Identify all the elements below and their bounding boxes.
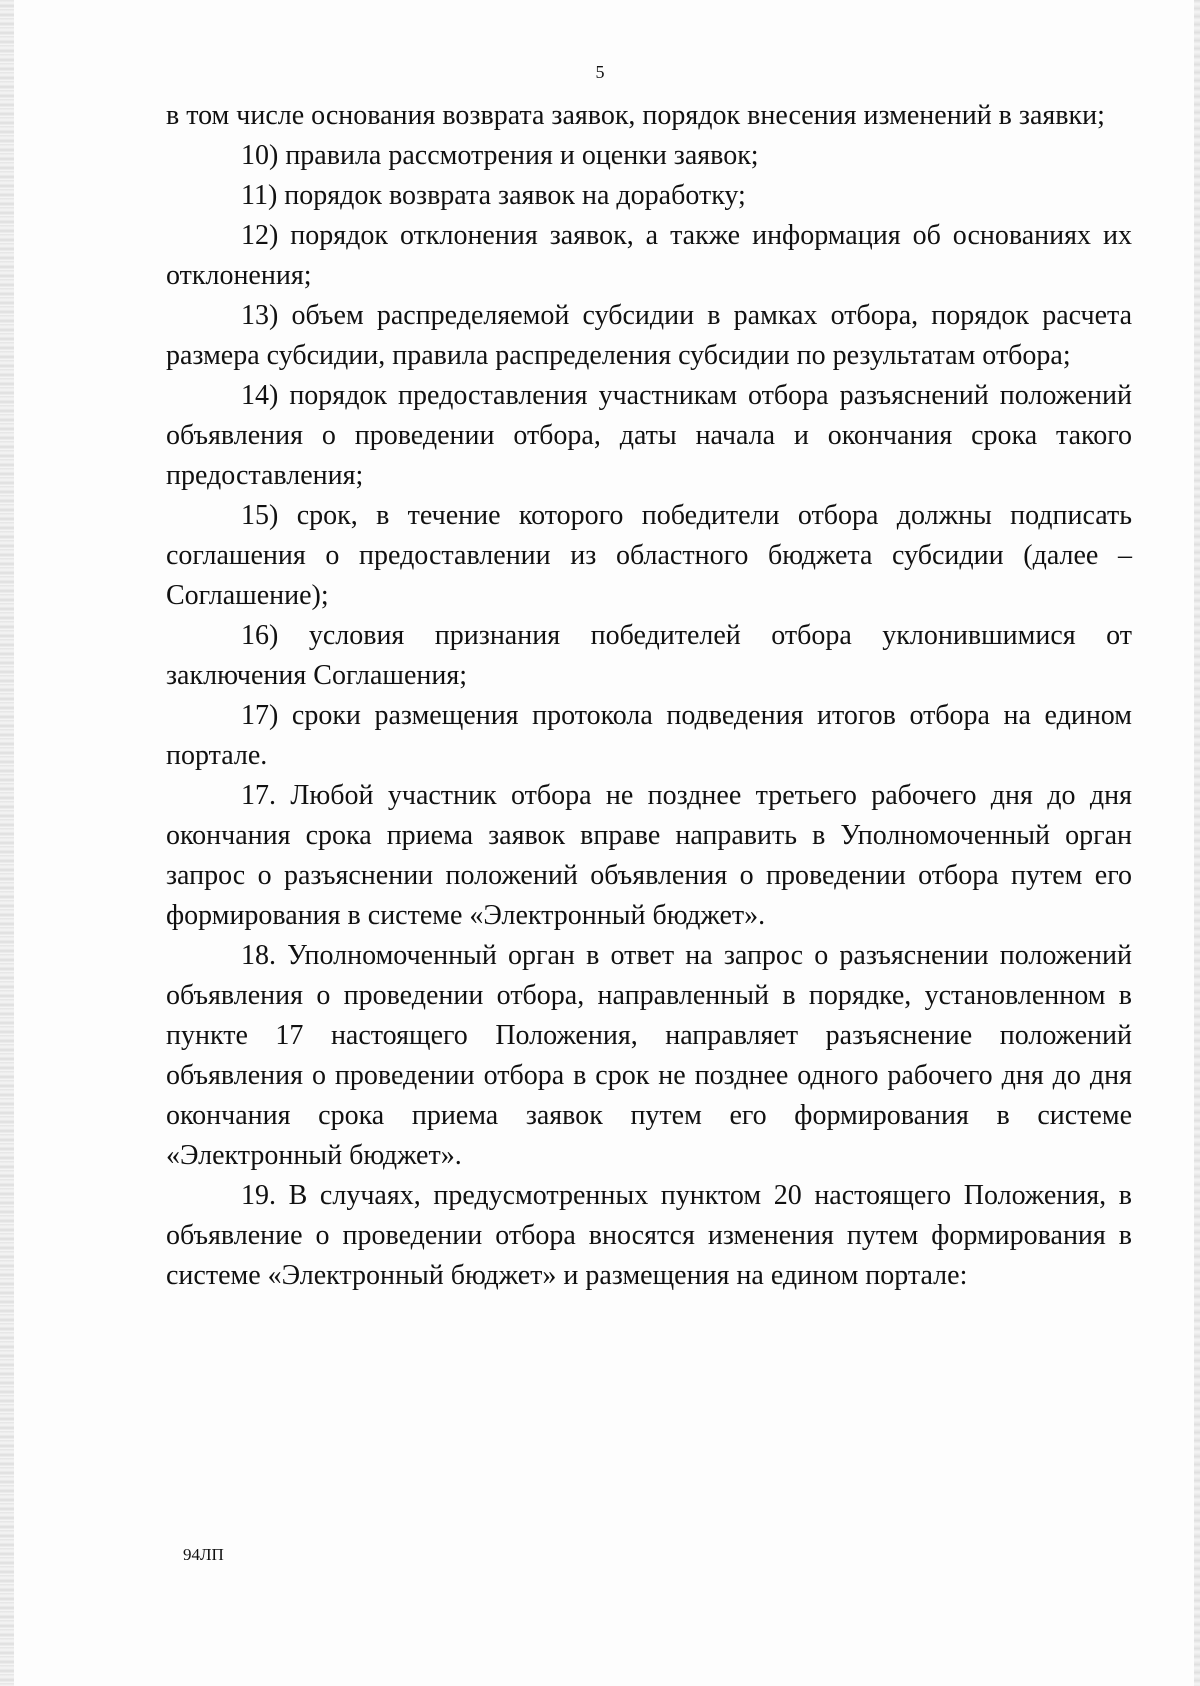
list-item-16: 16) условия признания победителей отбора уклонившимися от заключения Соглашения;	[166, 620, 1132, 691]
footer-document-code: 94ЛП	[183, 1545, 224, 1564]
list-item-13: 13) объем распределяемой субсидии в рамках отбора, порядок расчета размера субсидии, правила распределения субсидии по результатам отбора;	[166, 300, 1132, 371]
clause-19: 19. В случаях, предусмотренных пунктом 20 настоящего Положения, в объявление о проведении отбора вносятся изменения путем формирования в системе «Электронный бюджет» и размещения на едином портале:	[166, 1180, 1132, 1291]
document-body	[166, 96, 1132, 1296]
page-number: 5	[595, 62, 605, 82]
list-item-11: 11) порядок возврата заявок на доработку;	[241, 180, 746, 211]
clause-17: 17. Любой участник отбора не позднее третьего рабочего дня до дня окончания срока приема заявок вправе направить в Уполномоченный орган запрос о разъяснении положений объявления о проведении отбора путем его формирования в системе «Электронный бюджет».	[166, 780, 1132, 931]
paragraph-continuation: в том числе основания возврата заявок, порядок внесения изменений в заявки;	[166, 100, 1105, 131]
list-item-15: 15) срок, в течение которого победители отбора должны подписать соглашения о предоставлении из областного бюджета субсидии (далее – Соглашение);	[166, 500, 1132, 611]
list-item-12: 12) порядок отклонения заявок, а также информация об основаниях их отклонения;	[166, 220, 1132, 291]
list-item-14: 14) порядок предоставления участникам отбора разъяснений положений объявления о проведении отбора, даты начала и окончания срока такого предоставления;	[166, 380, 1132, 491]
scan-edge-right	[1194, 0, 1200, 1686]
list-item-10: 10) правила рассмотрения и оценки заявок;	[241, 140, 759, 171]
scan-edge-left	[0, 0, 14, 1686]
list-item-17: 17) сроки размещения протокола подведения итогов отбора на едином портале.	[166, 700, 1132, 771]
clause-18: 18. Уполномоченный орган в ответ на запрос о разъяснении положений объявления о проведении отбора, направленный в порядке, установленном в пункте 17 настоящего Положения, направляет разъяснение положений объявления о проведении отбора в срок не позднее одного рабочего дня до дня окончания срока приема заявок путем его формирования в системе «Электронный бюджет».	[166, 940, 1132, 1171]
